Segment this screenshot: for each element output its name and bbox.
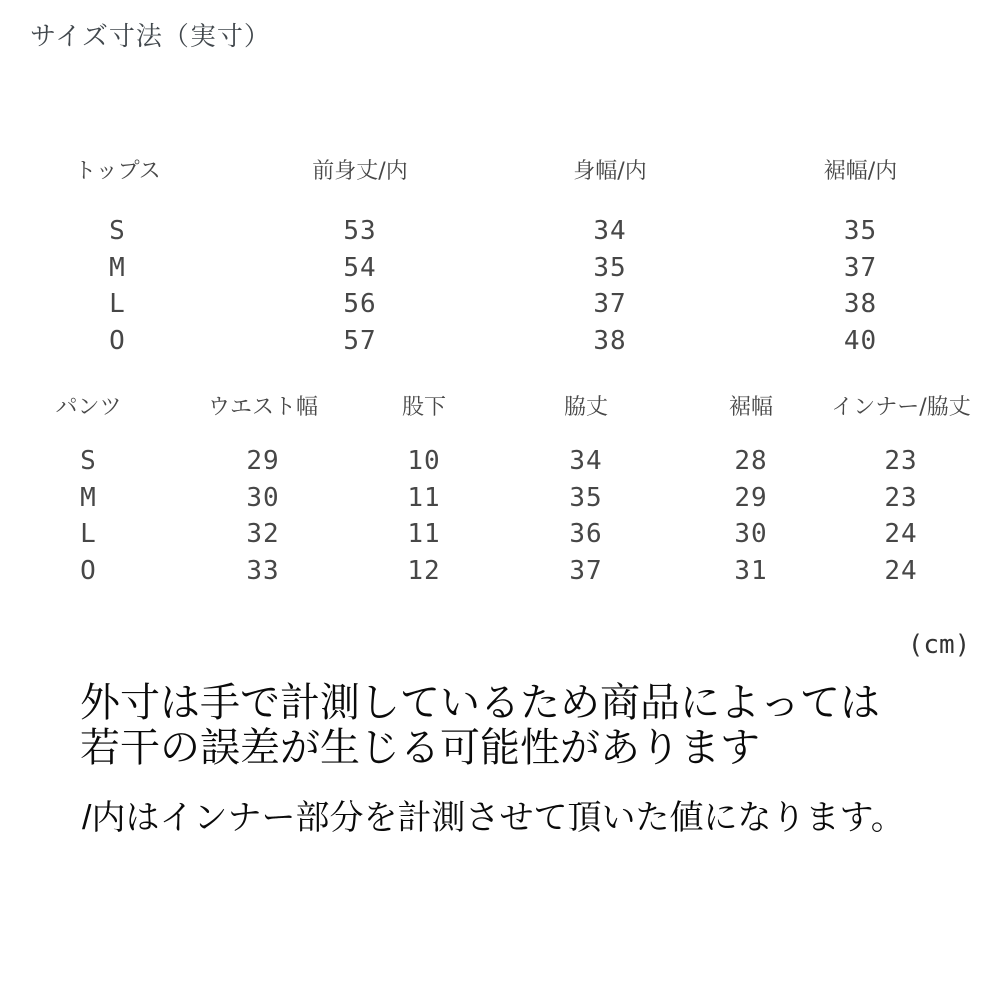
inner-measurement-note: /内はインナー部分を計測させて頂いた値になります。 <box>82 799 905 837</box>
tops-row-s <box>0 213 986 250</box>
value-cell: 37 <box>843 252 878 283</box>
value-cell: 38 <box>593 325 627 356</box>
pants-col-header-hem-width: 裾幅 <box>728 394 773 420</box>
pants-col-header-side-length: 脇丈 <box>563 394 608 420</box>
value-cell: 11 <box>407 482 441 513</box>
value-cell: 33 <box>246 555 280 586</box>
tops-table-title: トップス <box>74 158 161 184</box>
pants-size-table <box>0 386 973 589</box>
value-cell: 53 <box>343 216 377 247</box>
value-cell: 28 <box>734 446 768 477</box>
value-cell: 29 <box>246 446 280 477</box>
value-cell: 40 <box>843 325 878 356</box>
pants-row-s <box>0 443 973 480</box>
size-label: S <box>109 216 126 247</box>
pants-row-o <box>0 553 973 590</box>
value-cell: 57 <box>343 325 377 356</box>
value-cell: 54 <box>343 252 377 283</box>
size-label: M <box>80 482 97 513</box>
value-cell: 30 <box>246 482 280 513</box>
value-cell: 35 <box>593 252 627 283</box>
page-title: サイズ寸法（実寸） <box>30 22 271 52</box>
unit-label-cm: (cm) <box>907 630 971 660</box>
tops-row-l <box>0 286 986 323</box>
size-label: M <box>109 252 126 283</box>
tops-col-header-body-width: 身幅/内 <box>573 158 647 184</box>
value-cell: 12 <box>407 555 441 586</box>
tops-header-row <box>0 150 986 188</box>
value-cell: 34 <box>569 446 603 477</box>
tops-row-o <box>0 323 986 360</box>
pants-row-m <box>0 480 973 517</box>
value-cell: 38 <box>843 289 878 320</box>
value-cell: 23 <box>884 482 918 513</box>
size-label: S <box>80 446 97 477</box>
pants-col-header-inseam: 股下 <box>401 394 446 420</box>
measurement-tolerance-note <box>80 681 880 771</box>
size-label: O <box>80 555 97 586</box>
size-label: L <box>80 519 97 550</box>
value-cell: 30 <box>734 519 768 550</box>
tops-row-m <box>0 250 986 287</box>
tops-col-header-front-length: 前身丈/内 <box>312 158 408 184</box>
pants-col-header-waist-width: ウエスト幅 <box>207 394 318 420</box>
value-cell: 37 <box>593 289 627 320</box>
value-cell: 11 <box>407 519 441 550</box>
value-cell: 34 <box>593 216 627 247</box>
measurement-note-line1: 外寸は手で計測しているため商品によっては <box>80 681 880 725</box>
measurement-note-line2: 若干の誤差が生じる可能性があります <box>80 726 760 770</box>
size-label: L <box>109 289 126 320</box>
value-cell: 29 <box>734 482 768 513</box>
value-cell: 10 <box>407 446 441 477</box>
pants-table-title: パンツ <box>55 394 122 420</box>
pants-row-l <box>0 516 973 553</box>
size-label: O <box>109 325 126 356</box>
value-cell: 35 <box>843 216 878 247</box>
value-cell: 36 <box>569 519 603 550</box>
value-cell: 35 <box>569 482 603 513</box>
value-cell: 24 <box>884 519 918 550</box>
value-cell: 24 <box>884 555 918 586</box>
value-cell: 56 <box>343 289 377 320</box>
pants-header-row <box>0 386 973 424</box>
value-cell: 31 <box>734 555 768 586</box>
value-cell: 37 <box>569 555 603 586</box>
value-cell: 23 <box>884 446 918 477</box>
tops-size-table <box>0 150 986 359</box>
pants-col-header-inner-side-length: インナー/脇丈 <box>831 394 971 420</box>
value-cell: 32 <box>246 519 280 550</box>
tops-col-header-hem-width: 裾幅/内 <box>823 158 898 184</box>
